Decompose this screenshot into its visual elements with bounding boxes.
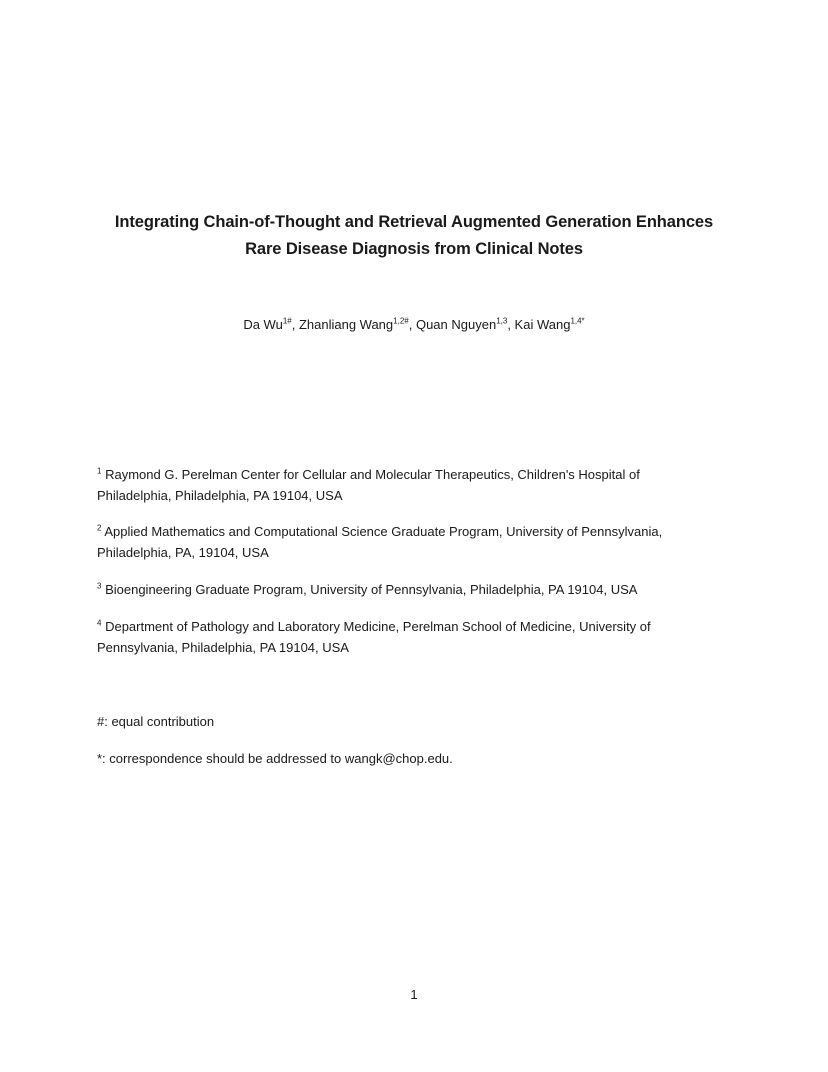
author-separator: , — [291, 317, 299, 332]
author-1 — [243, 317, 299, 332]
affiliation-number: 4 — [97, 618, 102, 628]
author-superscript: 1,2# — [393, 316, 409, 326]
affiliation-1 — [97, 464, 717, 506]
affiliation-number: 2 — [97, 523, 102, 533]
author-list — [0, 316, 828, 334]
affiliation-number: 1 — [97, 466, 102, 476]
affiliation-text: Department of Pathology and Laboratory Medicine, Perelman School of Medicine, University of Pennsylvania, Philadelphia, PA 19104, USA — [97, 619, 651, 655]
author-4 — [515, 317, 585, 332]
author-2 — [299, 317, 416, 332]
affiliation-4 — [97, 616, 717, 658]
author-superscript: 1,4* — [570, 316, 585, 326]
author-separator: , — [408, 317, 416, 332]
title-line-2: Rare Disease Diagnosis from Clinical Notes — [245, 240, 583, 258]
paper-title — [0, 209, 828, 263]
affiliation-text: Bioengineering Graduate Program, University of Pennsylvania, Philadelphia, PA 19104, USA — [105, 582, 638, 597]
affiliation-3 — [97, 579, 717, 600]
affiliation-text: Raymond G. Perelman Center for Cellular and Molecular Therapeutics, Children's Hospital of Philadelphia, Philadelphia, PA 19104, USA — [97, 467, 640, 503]
author-name: Zhanliang Wang — [298, 317, 394, 332]
author-separator: , — [507, 317, 515, 332]
author-name: Da Wu — [243, 317, 283, 332]
author-name: Quan Nguyen — [415, 317, 497, 332]
author-name: Kai Wang — [514, 317, 571, 332]
title-line-1: Integrating Chain-of-Thought and Retrieval Augmented Generation Enhances — [114, 213, 714, 231]
author-superscript: 1# — [282, 316, 292, 326]
affiliation-2 — [97, 521, 717, 563]
page-number: 1 — [410, 987, 418, 1002]
author-superscript: 1,3 — [496, 316, 508, 326]
author-3 — [416, 317, 515, 332]
correspondence-note: *: correspondence should be addressed to wangk@chop.edu. — [97, 751, 453, 766]
affiliation-text: Applied Mathematics and Computational Science Graduate Program, University of Pennsylvania, Philadelphia, PA, 19104, USA — [97, 524, 663, 560]
affiliation-number: 3 — [97, 581, 102, 591]
equal-contribution-note: #: equal contribution — [97, 714, 215, 729]
